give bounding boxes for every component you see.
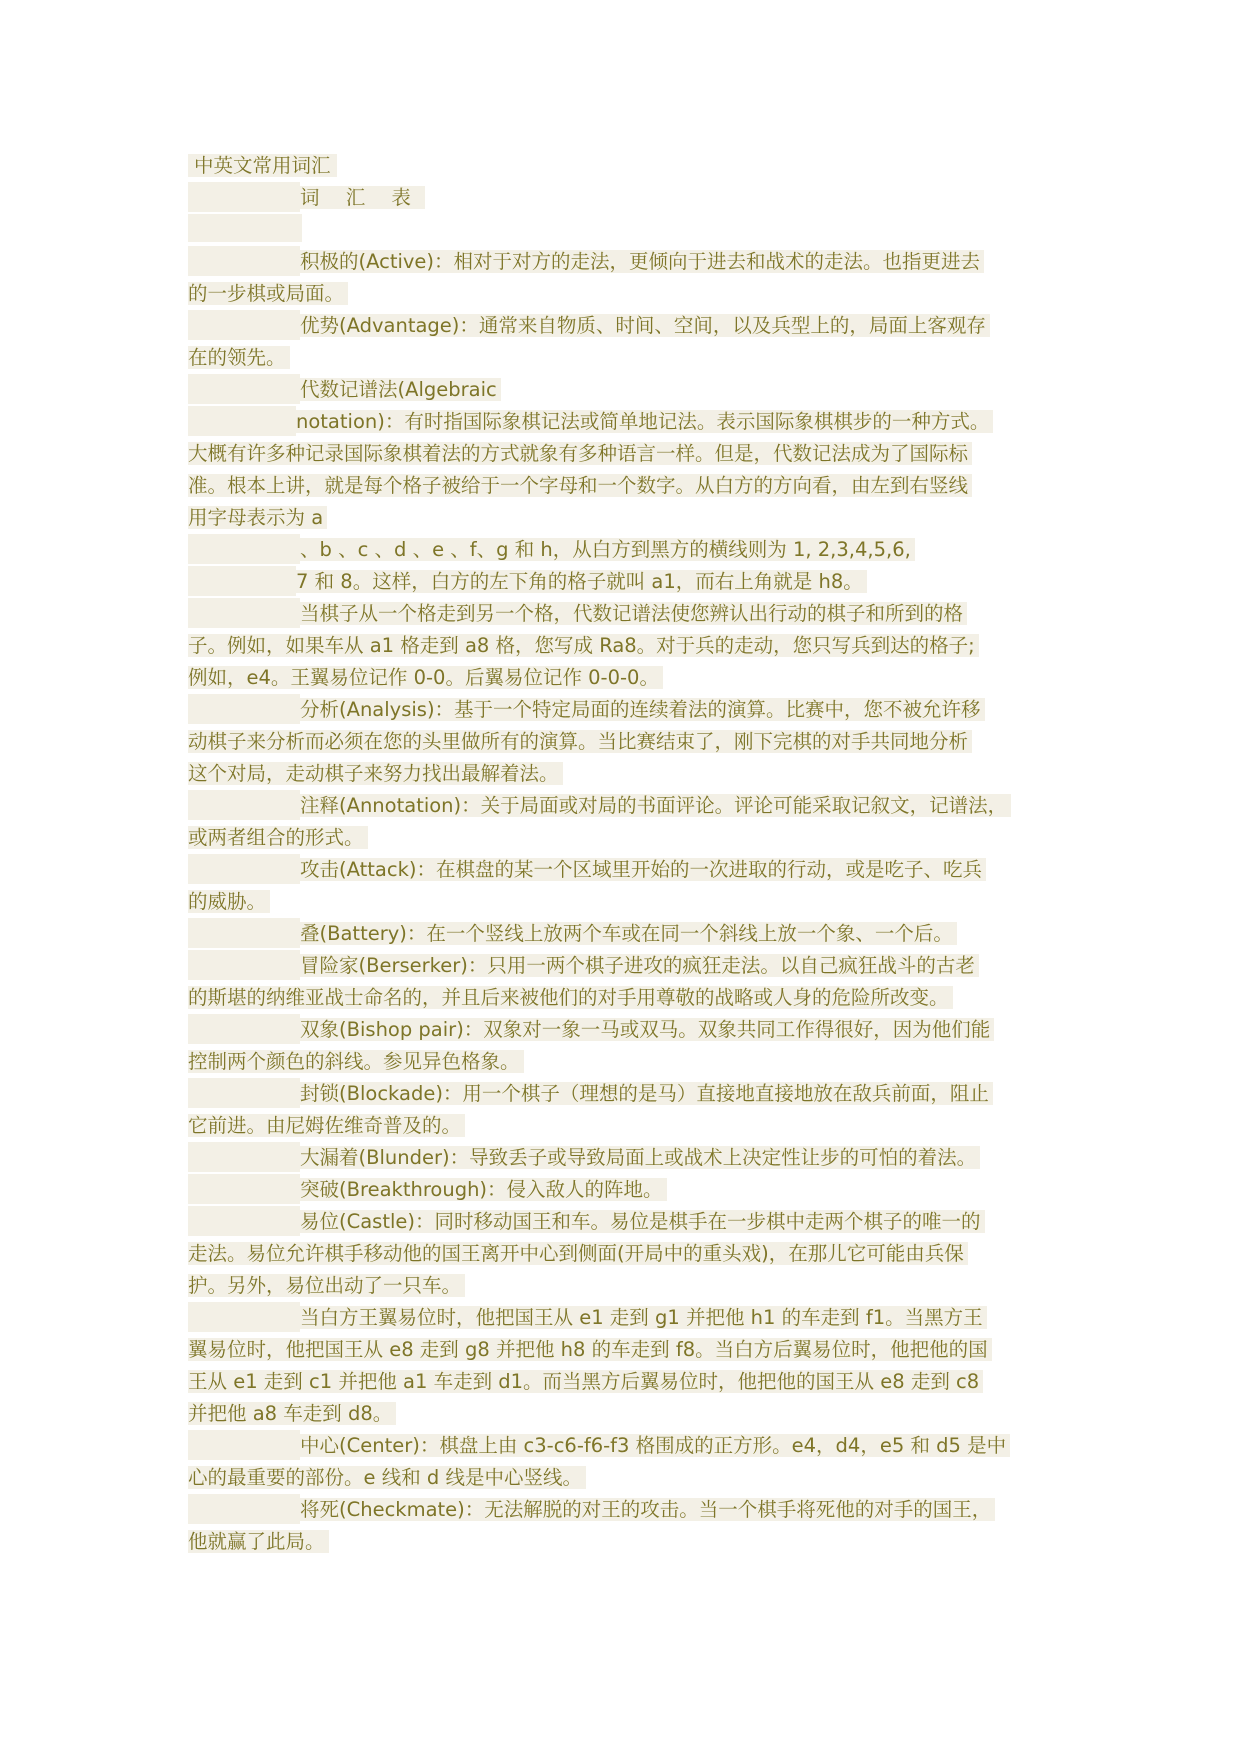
line-text: 这个对局，走动棋子来努力找出最解着法。 xyxy=(188,762,559,785)
document-title: 中英文常用词汇 xyxy=(188,154,337,177)
text-line xyxy=(188,1398,1068,1430)
line-text: 心的最重要的部份。e 线和 d 线是中心竖线。 xyxy=(188,1466,582,1489)
text-line xyxy=(188,694,1068,726)
line-text: 翼易位时，他把国王从 e8 走到 g8 并把他 h8 的车走到 f8。当白方后翼易位时，他把他的国 xyxy=(188,1338,988,1361)
line-text: 例如，e4。王翼易位记作 0-0。后翼易位记作 0-0-0。 xyxy=(188,666,659,689)
line-text: 并把他 a8 车走到 d8。 xyxy=(188,1402,393,1425)
line-text: 突破(Breakthrough)：侵入敌人的阵地。 xyxy=(300,1178,663,1201)
text-line xyxy=(188,1334,1068,1366)
text-line xyxy=(188,950,1068,982)
text-line xyxy=(188,1462,1068,1494)
glossary-body xyxy=(188,246,1068,1558)
text-line xyxy=(188,1046,1068,1078)
line-text: 子。例如，如果车从 a1 格走到 a8 格，您写成 Ra8。对于兵的走动，您只写兵到达的格子; xyxy=(188,634,975,657)
text-line xyxy=(188,374,1068,406)
line-text: 走法。易位允许棋手移动他的国王离开中心到侧面(开局中的重头戏)，在那儿它可能由兵保 xyxy=(188,1242,964,1265)
line-text: 中心(Center)：棋盘上由 c3-c6-f6-f3 格围成的正方形。e4，d4，e5 和 d5 是中 xyxy=(300,1434,1007,1457)
text-line xyxy=(188,1430,1068,1462)
text-line xyxy=(188,1302,1068,1334)
line-text: 准。根本上讲，就是每个格子被给于一个字母和一个数字。从白方的方向看，由左到右竖线 xyxy=(188,474,969,497)
text-line xyxy=(188,278,1068,310)
subtitle: 词 汇 表 xyxy=(300,186,421,209)
line-text: 在的领先。 xyxy=(188,346,286,369)
line-text: 的威胁。 xyxy=(188,890,267,913)
line-text: 积极的(Active)：相对于对方的走法，更倾向于进去和战术的走法。也指更进去 xyxy=(300,250,981,273)
line-text: 控制两个颜色的斜线。参见异色格象。 xyxy=(188,1050,520,1073)
line-text: 的斯堪的纳维亚战士命名的，并且后来被他们的对手用尊敬的战略或人身的危险所改变。 xyxy=(188,986,949,1009)
text-line xyxy=(188,502,1068,534)
text-line xyxy=(188,1206,1068,1238)
line-text: 当棋子从一个格走到另一个格，代数记谱法使您辨认出行动的棋子和所到的格 xyxy=(300,602,964,625)
line-text: 他就赢了此局。 xyxy=(188,1530,325,1553)
line-text: 冒险家(Berserker)：只用一两个棋子进攻的疯狂走法。以自己疯狂战斗的古老 xyxy=(300,954,975,977)
line-text: 封锁(Blockade)：用一个棋子（理想的是马）直接地直接地放在敌兵前面，阻止 xyxy=(300,1082,989,1105)
text-line xyxy=(188,406,1068,438)
text-line xyxy=(188,1270,1068,1302)
text-line xyxy=(188,1014,1068,1046)
line-text: 或两者组合的形式。 xyxy=(188,826,364,849)
text-line xyxy=(188,1366,1068,1398)
text-line xyxy=(188,342,1068,374)
text-line xyxy=(188,438,1068,470)
blank-line xyxy=(188,214,1068,246)
document-page xyxy=(188,150,1068,1558)
line-text: 叠(Battery)：在一个竖线上放两个车或在同一个斜线上放一个象、一个后。 xyxy=(300,922,953,945)
line-text: 的一步棋或局面。 xyxy=(188,282,345,305)
line-text: 护。另外，易位出动了一只车。 xyxy=(188,1274,462,1297)
text-line xyxy=(188,758,1068,790)
line-text: 攻击(Attack)：在棋盘的某一个区域里开始的一次进取的行动，或是吃子、吃兵 xyxy=(300,858,982,881)
line-text: 王从 e1 走到 c1 并把他 a1 车走到 d1。而当黑方后翼易位时，他把他的国王从 e8 走到 c8 xyxy=(188,1370,980,1393)
line-text: 将死(Checkmate)：无法解脱的对王的攻击。当一个棋手将死他的对手的国王， xyxy=(300,1498,992,1521)
text-line xyxy=(188,1238,1068,1270)
text-line xyxy=(188,1174,1068,1206)
text-line xyxy=(188,1142,1068,1174)
text-line xyxy=(188,822,1068,854)
text-line xyxy=(188,1526,1068,1558)
title-line xyxy=(188,150,1068,182)
text-line xyxy=(188,1494,1068,1526)
line-text: 双象(Bishop pair)：双象对一象一马或双马。双象共同工作得很好，因为他们能 xyxy=(300,1018,991,1041)
text-line xyxy=(188,790,1068,822)
text-line xyxy=(188,630,1068,662)
line-text: 大概有许多种记录国际象棋着法的方式就象有多种语言一样。但是，代数记法成为了国际标 xyxy=(188,442,969,465)
line-text: 动棋子来分析而必须在您的头里做所有的演算。当比赛结束了，刚下完棋的对手共同地分析 xyxy=(188,730,969,753)
text-line xyxy=(188,918,1068,950)
text-line xyxy=(188,310,1068,342)
line-text: 当白方王翼易位时，他把国王从 e1 走到 g1 并把他 h1 的车走到 f1。当黑方王 xyxy=(300,1306,983,1329)
text-line xyxy=(188,982,1068,1014)
text-line xyxy=(188,1078,1068,1110)
line-text: 大漏着(Blunder)：导致丢子或导致局面上或战术上决定性让步的可怕的着法。 xyxy=(300,1146,977,1169)
line-text: 注释(Annotation)：关于局面或对局的书面评论。评论可能采取记叙文，记谱法， xyxy=(300,794,1008,817)
text-line xyxy=(188,598,1068,630)
line-text: notation)：有时指国际象棋记法或简单地记法。表示国际象棋棋步的一种方式。 xyxy=(296,410,990,433)
line-text: 、b 、c 、d 、e 、f、g 和 h，从白方到黑方的横线则为 1, 2,3,4,5,6, xyxy=(300,538,911,561)
line-text: 代数记谱法(Algebraic xyxy=(300,378,497,401)
subtitle-line xyxy=(188,182,1068,214)
text-line xyxy=(188,662,1068,694)
text-line xyxy=(188,726,1068,758)
text-line xyxy=(188,246,1068,278)
text-line xyxy=(188,470,1068,502)
text-line xyxy=(188,886,1068,918)
line-text: 分析(Analysis)：基于一个特定局面的连续着法的演算。比赛中，您不被允许移 xyxy=(300,698,981,721)
blank-highlight xyxy=(188,214,302,242)
line-text: 7 和 8。这样，白方的左下角的格子就叫 a1，而右上角就是 h8。 xyxy=(296,570,863,593)
text-line xyxy=(188,534,1068,566)
text-line xyxy=(188,1110,1068,1142)
line-text: 用字母表示为 a xyxy=(188,506,324,529)
line-text: 优势(Advantage)：通常来自物质、时间、空间，以及兵型上的，局面上客观存 xyxy=(300,314,986,337)
line-text: 它前进。由尼姆佐维奇普及的。 xyxy=(188,1114,462,1137)
text-line xyxy=(188,566,1068,598)
line-text: 易位(Castle)：同时移动国王和车。易位是棋手在一步棋中走两个棋子的唯一的 xyxy=(300,1210,981,1233)
text-line xyxy=(188,854,1068,886)
